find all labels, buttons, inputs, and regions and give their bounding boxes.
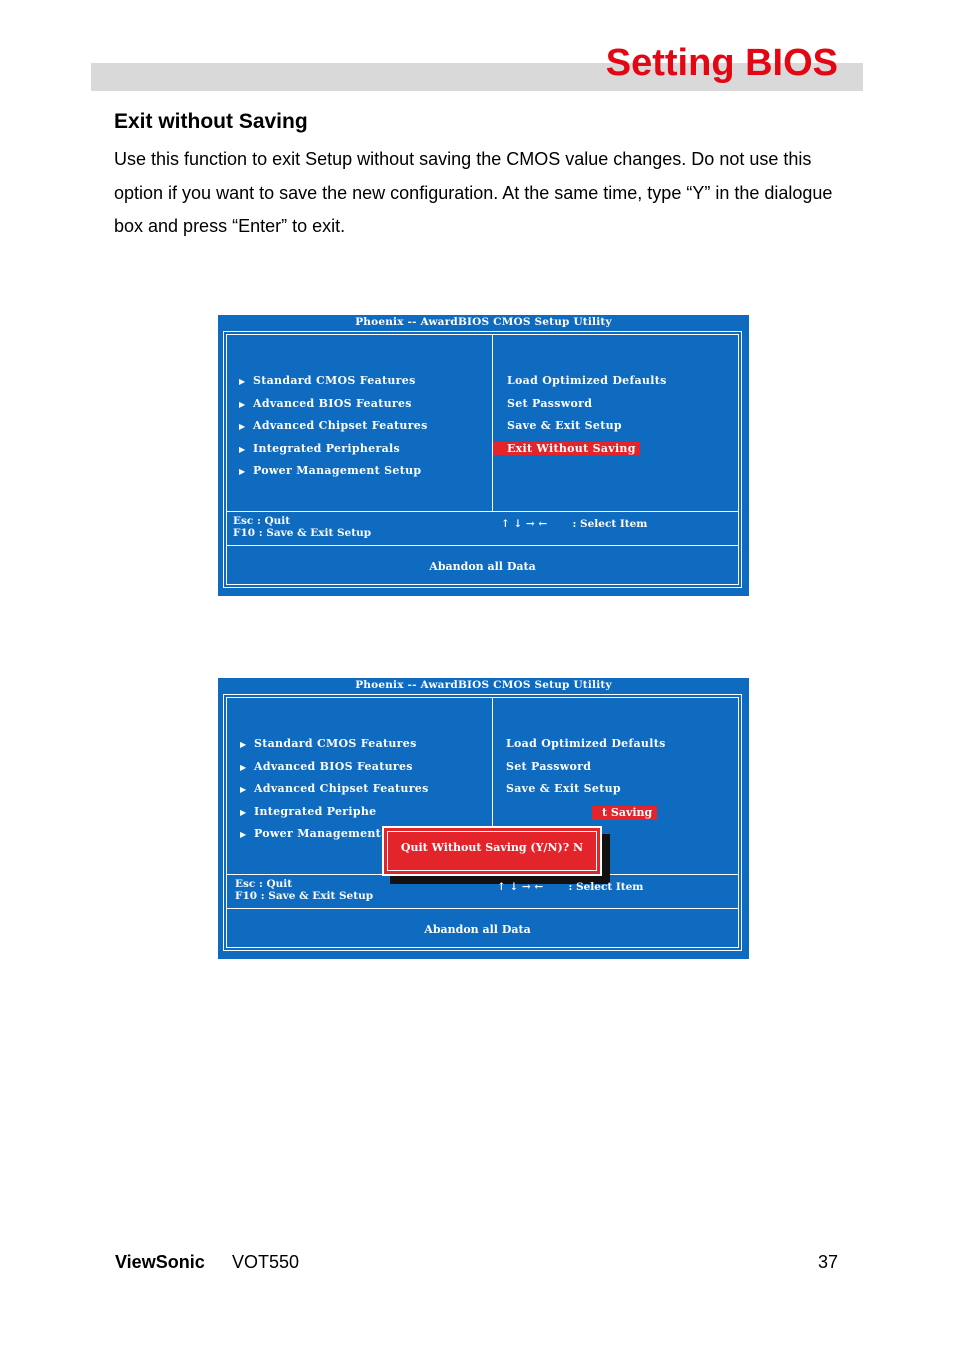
bios-nav-label: : Select Item [568, 881, 644, 893]
arrow-right-icon: ▶ [240, 739, 247, 749]
bios-menu-item-label: Save & Exit Setup [506, 782, 621, 795]
bios-divider-vertical [492, 335, 493, 511]
bios-menu-item-label: Integrated Periphe [254, 804, 377, 818]
bios-divider-horizontal [227, 908, 738, 909]
bios-menu-item-label: Exit Without Saving [493, 442, 640, 455]
bios-menu-item-label: Load Optimized Defaults [507, 374, 667, 387]
bios-key-quit: Esc : Quit [233, 515, 291, 527]
bios-divider-horizontal [227, 545, 738, 546]
page-number: 37 [817, 1252, 838, 1272]
bios-menu-item-label: Standard CMOS Features [254, 737, 417, 750]
bios-menu-item-label: Advanced BIOS Features [253, 396, 412, 410]
bios-key-save-exit: F10 : Save & Exit Setup [235, 890, 374, 902]
bios-menu-item-label: Advanced Chipset Features [253, 419, 428, 432]
bios-menu-item-label: Standard CMOS Features [253, 374, 416, 387]
arrow-right-icon: ▶ [239, 398, 246, 409]
bios-menu-item-label: Set Password [506, 759, 592, 773]
bios-menu-item-label: Save & Exit Setup [507, 419, 622, 432]
bios-title: Phoenix -- AwardBIOS CMOS Setup Utility [355, 679, 612, 691]
bios-menu-item-load-defaults[interactable] [506, 733, 666, 756]
bios-footer-description: Abandon all Data [424, 923, 531, 936]
bios-nav-label: : Select Item [572, 518, 648, 530]
bios-frame [223, 694, 742, 951]
arrow-right-icon: ▶ [239, 421, 246, 431]
arrow-right-icon: ▶ [240, 761, 247, 772]
bios-menu-item-advanced-bios[interactable] [240, 756, 429, 779]
bios-key-help [233, 515, 371, 539]
bios-menu-item-standard-cmos[interactable] [240, 733, 429, 756]
bios-title: Phoenix -- AwardBIOS CMOS Setup Utility [355, 316, 612, 328]
bios-nav-help [501, 518, 647, 530]
bios-menu-item-save-exit[interactable] [506, 778, 666, 801]
bios-right-menu [506, 733, 666, 801]
bios-key-help [235, 878, 373, 902]
arrow-right-icon: ▶ [239, 466, 246, 476]
bios-screen-dialog [218, 678, 749, 959]
bios-key-quit: Esc : Quit [235, 878, 293, 890]
bios-menu-item-save-exit[interactable] [507, 415, 667, 438]
bios-menu-item-advanced-bios[interactable] [239, 393, 428, 416]
bios-menu-item-advanced-chipset[interactable] [240, 778, 429, 801]
bios-menu-item-label: Power Management Setup [253, 464, 422, 477]
bios-selected-partial-label: t Saving [602, 806, 653, 819]
bios-inner-frame [226, 697, 739, 948]
section-heading: Exit without Saving [114, 110, 308, 133]
bios-menu-item-set-password[interactable] [507, 393, 667, 416]
bios-menu-item-standard-cmos[interactable] [239, 370, 428, 393]
arrow-right-icon: ▶ [239, 443, 246, 454]
bios-menu-item-label: Power Management [254, 827, 382, 840]
bios-frame [223, 331, 742, 588]
bios-menu-item-advanced-chipset[interactable] [239, 415, 428, 438]
bios-menu-item-integrated-peripherals[interactable] [240, 801, 429, 824]
bios-screen-main [218, 315, 749, 596]
arrow-keys-icon: ↑ ↓ → ← [497, 881, 544, 893]
bios-menu-item-label: Load Optimized Defaults [506, 737, 666, 750]
bios-menu-item-power-management[interactable] [239, 460, 428, 483]
bios-menu-item-set-password[interactable] [506, 756, 666, 779]
bios-menu-item-load-defaults[interactable] [507, 370, 667, 393]
arrow-right-icon: ▶ [240, 806, 247, 817]
bios-menu-item-label: Set Password [507, 396, 593, 410]
bios-nav-help [497, 881, 643, 893]
bios-menu-item-label: Integrated Peripherals [253, 441, 400, 455]
bios-menu-item-label: Advanced BIOS Features [254, 759, 413, 773]
page-title: Setting BIOS [605, 42, 838, 84]
footer-brand: ViewSonic [115, 1252, 205, 1272]
bios-inner-frame [226, 334, 739, 585]
bios-divider-horizontal [227, 511, 738, 512]
bios-right-menu [507, 370, 667, 460]
bios-key-save-exit: F10 : Save & Exit Setup [233, 527, 372, 539]
section-body: Use this function to exit Setup without saving the CMOS value changes. Do not use this option if you want to save the new configuration. At the same time, type “Y” in the dialogue box and press “Enter” to exit. [114, 149, 833, 236]
footer-model: VOT550 [232, 1252, 300, 1272]
bios-menu-item-label: Advanced Chipset Features [254, 782, 429, 795]
arrow-right-icon: ▶ [240, 784, 247, 794]
confirm-dialog-prompt: Quit Without Saving (Y/N)? N [400, 841, 584, 854]
arrow-keys-icon: ↑ ↓ → ← [501, 518, 548, 530]
arrow-right-icon: ▶ [240, 829, 247, 839]
bios-footer-description: Abandon all Data [429, 560, 536, 573]
bios-menu-item-integrated-peripherals[interactable] [239, 438, 428, 461]
arrow-right-icon: ▶ [239, 376, 246, 386]
confirm-dialog[interactable] [382, 826, 602, 876]
bios-menu-item-exit-without-saving[interactable] [507, 438, 667, 461]
bios-left-menu [239, 370, 428, 483]
